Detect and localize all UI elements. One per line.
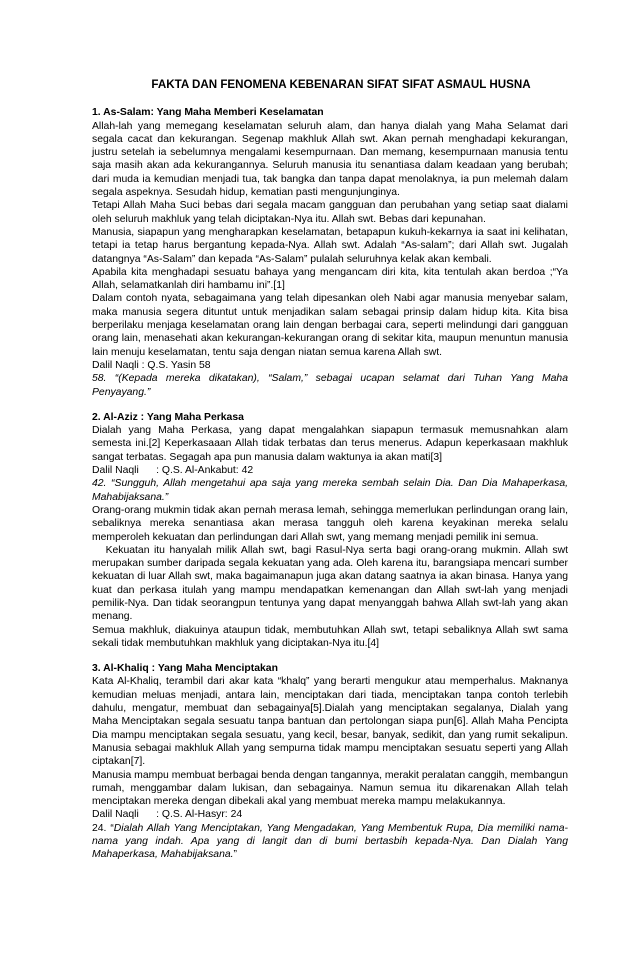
document-title: FAKTA DAN FENOMENA KEBENARAN SIFAT SIFAT ASMAUL HUSNA	[151, 78, 531, 91]
paragraph: Allah-lah yang memegang keselamatan seluruh alam, dan hanya dialah yang Maha Selamat dari segala cacat dan kekurangan. Segenap makhluk Allah swt. Akan pernah menghadapi kekurangan, justru setelah ia sebelumnya mengalami kesempurnaan. Dan memang, kesempurnaan manusia tentu saja masih akan ada kekurangannya. Seluruh manusia itu senantiasa dalam keadaan yang berubah; dari muda ia kemudian menjadi tua, tak bangka dan tanpa dapat menolaknya, ia pun melemah dalam segala aspeknya. Sesudah hidup, kematian pasti mengunjunginya.	[92, 120, 568, 199]
section-al-khaliq	[92, 662, 568, 861]
dalil-reference: Dalil Naqli : Q.S. Al-Ankabut: 42	[92, 465, 254, 477]
verse-quote	[92, 822, 568, 862]
verse-quote: 42. “Sungguh, Allah mengetahui apa saja yang mereka sembah selain Dia. Dan Dia Mahaperkasa, Mahabijaksana.”	[92, 478, 568, 503]
paragraph: Manusia mampu membuat berbagai benda dengan tangannya, merakit peralatan canggih, membangun rumah, menggambar dalam lukisan, dan sebagainya. Namun semua itu dikarenakan Allah telah menciptakan mereka dengan dibekali akal yang membuat mereka mampu melakukannya.	[92, 769, 568, 808]
paragraph: Dialah yang Maha Perkasa, yang dapat mengalahkan siapapun termasuk memusnahkan alam semesta ini.[2] Keperkasaaan Allah tidak terbatas dan terus menerus. Adapun keperkasaan makhluk sangat terbatas. Segagah apa pun manusia dalam waktunya ia akan mati[3]	[92, 425, 568, 463]
section-heading: 3. Al-Khaliq : Yang Maha Menciptakan	[92, 663, 278, 675]
paragraph: Orang-orang mukmin tidak akan pernah merasa lemah, sehingga memerlukan perlindungan orang lain, sebaliknya mereka senantiasa akan merasa tangguh oleh karena keyakinan mereka selalu memperoleh kekuatan dan perlindungan dari Allah swt, yang memang menjadi pemilik ini semua.	[92, 504, 568, 543]
paragraph: Kekuatan itu hanyalah milik Allah swt, bagi Rasul-Nya serta bagi orang-orang mukmin. Allah swt merupakan sumber daripada segala kekuatan yang ada. Oleh karena itu, barangsiapa mencari sumber kekuatan di luar Allah swt, maka bagaimanapun juga akan datang saatnya ia akan binasa. Hanya yang kuat dan perkasa itulah yang mampu mendapatkan kemenangan dan Allah swt-lah yang menjadi pemilik-Nya. Dan tidak seorangpun tentunya yang dapat menyanggah bahwa Allah swt-lah yang akan menang.	[92, 544, 571, 623]
paragraph: Kata Al-Khaliq, terambil dari akar kata “khalq” yang berarti mengukur atau memperhalus. Maknanya kemudian meluas menjadi, antara lain, menciptakan dari tiada, menciptakan tanpa contoh terlebih dahulu, mengatur, membuat dan sebagainya[5].Dialah yang menciptakan segalanya, Dialah yang Maha Menciptakan segala sesuatu tanpa bantuan dan pertolongan siapa pun[6]. Allah Maha Pencipta Dia mampu menciptakan segala sesuatu, yang kecil, besar, banyak, sedikit, dan yang rumit sekalipun. Manusia sebagai makhluk Allah yang sempurna tidak mampu menciptakan sesuatu seperti yang Allah ciptakan[7].	[92, 676, 568, 768]
section-as-salam	[92, 106, 568, 399]
verse-quote: 58. “(Kepada mereka dikatakan), “Salam,” sebagai ucapan selamat dari Tuhan Yang Maha Penyayang.”	[92, 373, 568, 398]
dalil-reference: Dalil Naqli : Q.S. Yasin 58	[92, 359, 211, 371]
section-heading: 1. As-Salam: Yang Maha Memberi Keselamatan	[92, 107, 324, 119]
section-al-aziz	[92, 411, 571, 650]
section-heading: 2. Al-Aziz : Yang Maha Perkasa	[92, 411, 244, 423]
paragraph: Dalam contoh nyata, sebagaimana yang telah dipesankan oleh Nabi agar manusia menyebar salam, maka manusia segera dituntut untuk menjadikan salam sebagai prinsip dalam hidup kita. Kita bisa berperilaku menjaga keselamatan orang lain dengan berbagai cara, seperti melindungi dari gangguan orang lain, menasehati akan kekurangan-kekurangan orang di sekitar kita, maupun menuntun manusia lain menuju keselamatan, tentu saja dengan niatan semua karena Allah swt.	[92, 293, 568, 358]
verse-text: Dialah Allah Yang Menciptakan, Yang Mengadakan, Yang Membentuk Rupa, Dia memiliki nama-nama yang indah. Apa yang di langit dan di bumi bertasbih kepada-Nya. Dan Dialah Yang Mahaperkasa, Mahabijaksana.	[92, 822, 568, 861]
paragraph: Semua makhluk, diakuinya ataupun tidak, membutuhkan Allah swt, tetapi sebaliknya Allah swt sama sekali tidak membutuhkan makhluk yang diciptakan-Nya itu.[4]	[92, 624, 568, 649]
paragraph: Apabila kita menghadapi sesuatu bahaya yang mengancam diri kita, kita tentulah akan berdoa ;“Ya Allah, selamatkanlah diri hambamu ini”.[1]	[92, 266, 568, 292]
verse-number: 24. “	[92, 822, 114, 834]
paragraph: Tetapi Allah Maha Suci bebas dari segala macam gangguan dan perubahan yang setiap saat dialami oleh seluruh makhluk yang telah diciptakan-Nya itu. Allah swt. Bebas dari kepunahan.	[92, 200, 568, 225]
verse-close: ”	[233, 849, 237, 861]
paragraph: Manusia, siapapun yang mengharapkan keselamatan, betapapun kukuh-kekarnya ia saat ini kelihatan, tetapi ia tetap harus bergantung kepada-Nya. Allah swt. Adalah “As-salam”; dari Allah swt. Jugalah datangnya “As-Salam” dan kepada “As-Salam” pulalah seluruhnya kelak akan kembali.	[92, 226, 568, 265]
dalil-reference: Dalil Naqli : Q.S. Al-Hasyr: 24	[92, 809, 243, 821]
